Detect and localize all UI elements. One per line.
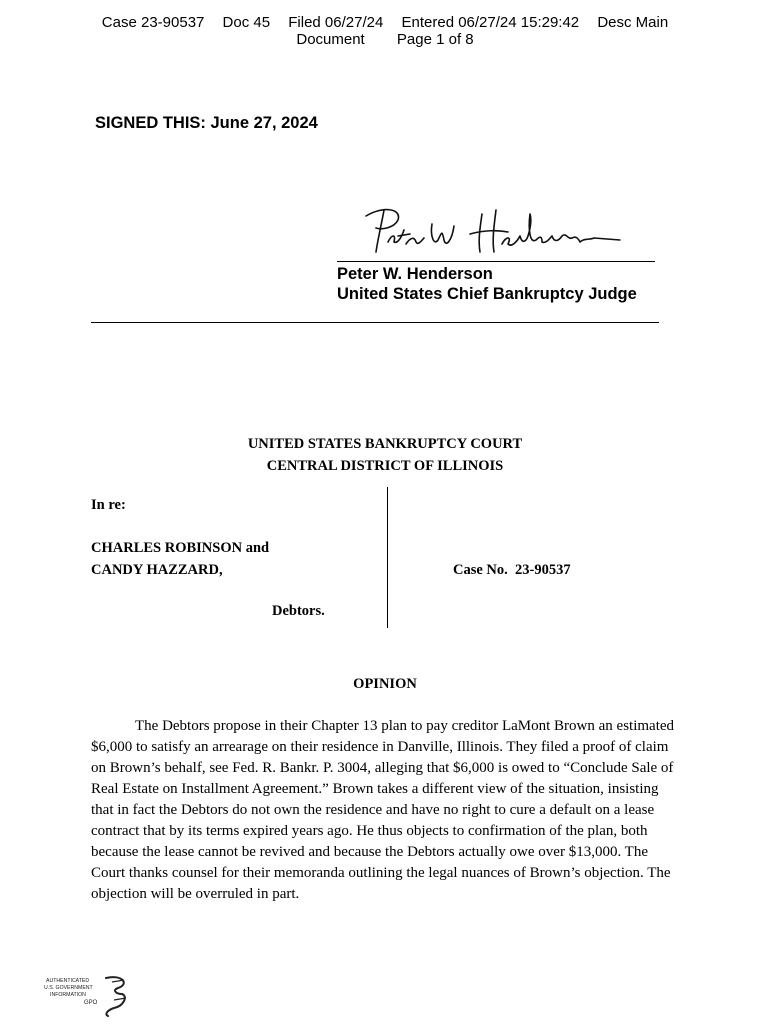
gpo-line-2: U.S. GOVERNMENT [44, 985, 93, 991]
entered-date: Entered 06/27/24 15:29:42 [401, 14, 580, 31]
filing-header-row1 [0, 14, 770, 31]
opinion-body [91, 716, 681, 905]
handwritten-signature [358, 200, 628, 262]
gpo-line-3: INFORMATION [50, 992, 86, 998]
document-label: Document [296, 31, 365, 48]
judge-block [337, 264, 637, 304]
gpo-authentication-logo [42, 972, 134, 1018]
debtor-party-1: CHARLES ROBINSON and [91, 540, 270, 556]
doc-number: Doc 45 [222, 14, 271, 31]
opinion-heading: OPINION [353, 676, 417, 692]
case-number: Case No. 23-90537 [453, 562, 571, 578]
debtor-party-2: CANDY HAZZARD, [91, 562, 223, 578]
gpo-line-4: GPO [84, 1000, 98, 1006]
eagle-mark-icon [106, 977, 125, 1016]
header-divider [91, 322, 659, 323]
signed-date: SIGNED THIS: June 27, 2024 [95, 114, 318, 132]
court-district: CENTRAL DISTRICT OF ILLINOIS [266, 458, 504, 474]
judge-title: United States Chief Bankruptcy Judge [337, 285, 637, 303]
filing-header-row2 [0, 31, 770, 48]
gpo-line-1: AUTHENTICATED [46, 978, 90, 984]
opinion-paragraph: The Debtors propose in their Chapter 13 plan to pay creditor LaMont Brown an estimated $6,000 to satisfy an arrearage on their residence in Danville, Illinois. They filed a proof of claim on Brown’s behalf, see Fed. R. Bankr. P. 3004, alleging that $6,000 is owed to “Conclude Sale of Real Estate on Installment Agreement.” Brown takes a different view of the situation, insisting that in fact the Debtors do not own the residence and have no right to cure a default on a lease contract that by its terms expired years ago. He thus objects to confirmation of the plan, both because the lease cannot be revived and because the Debtors actually owe over $13,000. The Court thanks counsel for their memoranda outlining the legal nuances of Brown’s objection. The objection will be overruled in part. [91, 718, 675, 902]
court-heading [0, 433, 770, 477]
debtors-role: Debtors. [272, 603, 325, 619]
court-name: UNITED STATES BANKRUPTCY COURT [247, 436, 523, 452]
filed-date: Filed 06/27/24 [288, 14, 384, 31]
signature-line [337, 261, 655, 262]
caption-divider [387, 487, 388, 628]
desc-main: Desc Main [597, 14, 669, 31]
page-indicator: Page 1 of 8 [396, 31, 474, 48]
in-re-label: In re: [91, 497, 126, 513]
filing-header [0, 14, 770, 48]
judge-name: Peter W. Henderson [337, 265, 493, 283]
case-number-header: Case 23-90537 [101, 14, 205, 31]
